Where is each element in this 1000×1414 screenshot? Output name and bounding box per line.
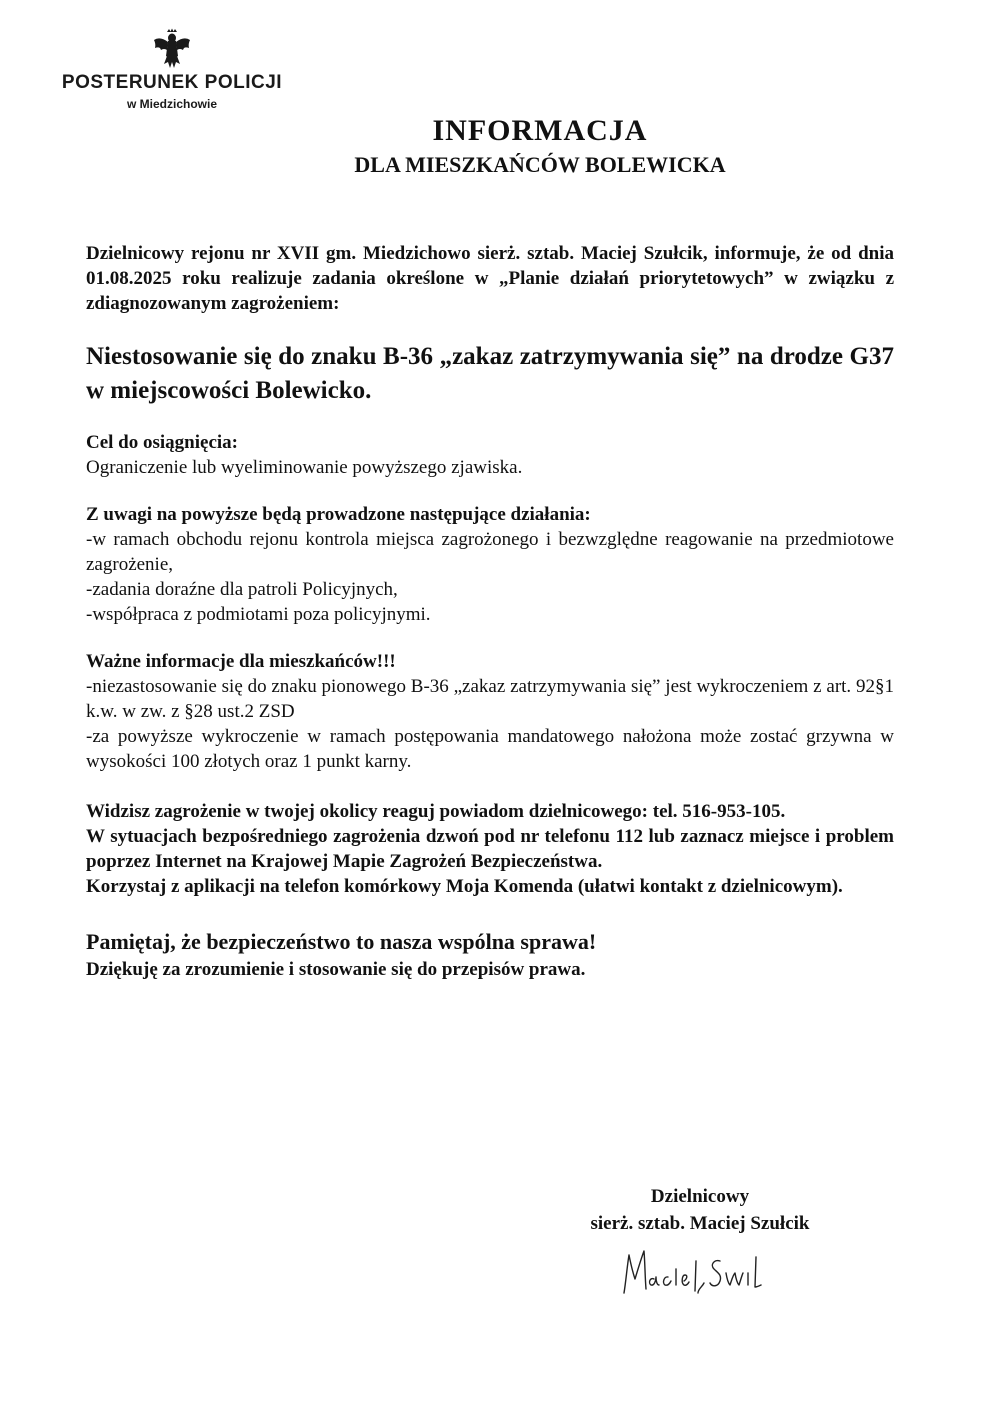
- actions-item: -w ramach obchodu rejonu kontrola miejsca zagrożonego i bezwzględne reagowanie na przedmiotowe zagrożenie,: [86, 529, 894, 575]
- signature-block: [520, 1183, 880, 1237]
- info-section: [86, 649, 894, 774]
- handwritten-signature: [618, 1243, 768, 1301]
- closing-slogan: Pamiętaj, że bezpieczeństwo to nasza wspólna sprawa!: [86, 929, 597, 954]
- contact-app-paragraph: Korzystaj z aplikacji na telefon komórkowy Moja Komenda (ułatwi kontakt z dzielnicowym).: [86, 876, 843, 897]
- intro-paragraph: Dzielnicowy rejonu nr XVII gm. Miedzichowo sierż. sztab. Maciej Szułcik, informuje, że od dnia 01.08.2025 roku realizuje zadania określone w „Planie działań priorytetowych” w związku z zdiagnozowanym zagrożeniem:: [86, 243, 894, 314]
- goal-heading: Cel do osiągnięcia:: [86, 432, 238, 453]
- actions-item: -współpraca z podmiotami poza policyjnymi.: [86, 604, 431, 625]
- stamp-location: w Miedzichowie: [126, 97, 217, 111]
- actions-heading: Z uwagi na powyższe będą prowadzone następujące działania:: [86, 504, 591, 525]
- goal-text: Ograniczenie lub wyeliminowanie powyższego zjawiska.: [86, 457, 523, 478]
- police-stamp: [38, 28, 306, 111]
- signature-name: sierż. sztab. Maciej Szułcik: [590, 1213, 810, 1234]
- actions-section: [86, 502, 894, 627]
- page-subtitle: DLA MIESZKAŃCÓW BOLEWICKA: [354, 152, 726, 177]
- threat-statement: Niestosowanie się do znaku B-36 „zakaz zatrzymywania się” na drodze G37 w miejscowości Bolewicko.: [86, 343, 894, 404]
- document-body: [86, 241, 894, 983]
- actions-item: -zadania doraźne dla patroli Policyjnych,: [86, 579, 398, 600]
- info-heading: Ważne informacje dla mieszkańców!!!: [86, 651, 396, 672]
- eagle-emblem-icon: [152, 28, 192, 70]
- goal-section: [86, 430, 894, 480]
- stamp-station-name: POSTERUNEK POLICJI: [61, 72, 283, 93]
- closing-thanks: Dziękuję za zrozumienie i stosowanie się do przepisów prawa.: [86, 959, 586, 980]
- info-item: -za powyższe wykroczenie w ramach postępowania mandatowego nałożona może zostać grzywna w wysokości 100 złotych oraz 1 punkt karny.: [86, 726, 894, 772]
- closing-section: [86, 927, 894, 983]
- signature-role: Dzielnicowy: [650, 1186, 750, 1207]
- contact-emergency-paragraph: W sytuacjach bezpośredniego zagrożenia dzwoń pod nr telefonu 112 lub zaznacz miejsce i problem poprzez Internet na Krajowej Mapie Zagrożeń Bezpieczeństwa.: [86, 826, 894, 872]
- info-item: -niezastosowanie się do znaku pionowego B-36 „zakaz zatrzymywania się” jest wykroczeniem z art. 92§1 k.w. w zw. z §28 ust.2 ZSD: [86, 676, 894, 722]
- contact-section: [86, 799, 894, 899]
- page-title: INFORMACJA: [432, 114, 648, 147]
- contact-phone-paragraph: Widzisz zagrożenie w twojej okolicy reaguj powiadom dzielnicowego: tel. 516-953-105.: [86, 801, 786, 822]
